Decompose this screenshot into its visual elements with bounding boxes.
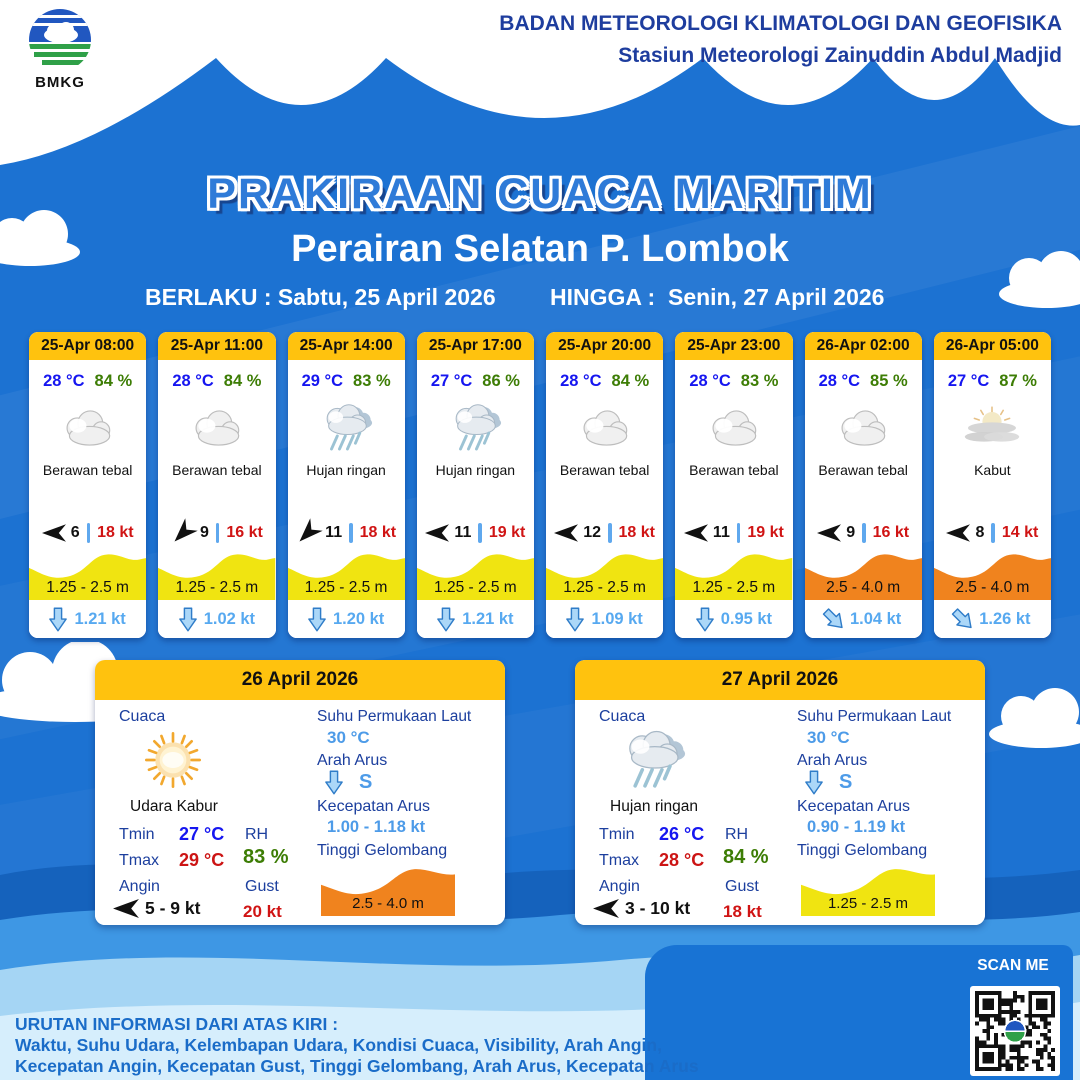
wave-height-band — [29, 550, 146, 600]
label-angin: Angin — [119, 878, 160, 895]
current-row — [417, 600, 534, 638]
weather-condition: Berawan tebal — [172, 462, 262, 478]
wind-direction-icon — [425, 524, 449, 542]
separator-bar — [349, 523, 353, 543]
label-tmin: Tmin — [599, 826, 635, 843]
tmin-value: 26 °C — [659, 824, 705, 844]
weather-icon — [805, 398, 922, 458]
wave-height-band — [158, 550, 275, 600]
current-row — [288, 600, 405, 638]
wave-height-value: 1.25 - 2.5 m — [46, 579, 129, 596]
daily-forecast-card — [575, 660, 985, 925]
humidity: 84 % — [223, 372, 262, 390]
label-suhu-permukaan-laut: Suhu Permukaan Laut — [317, 708, 472, 725]
forecast-time: 25-Apr 20:00 — [546, 332, 663, 360]
wind-speed: 18 kt — [618, 524, 655, 541]
weather-condition: Berawan tebal — [42, 462, 133, 478]
cloud-icon — [703, 404, 765, 452]
weather-icon — [546, 398, 663, 458]
weather-condition: Berawan tebal — [559, 462, 650, 478]
daily-condition: Udara Kabur — [130, 798, 218, 815]
humidity: 84 % — [94, 372, 133, 390]
current-speed: 1.04 kt — [849, 609, 902, 628]
separator-bar — [737, 523, 741, 543]
page-title: PRAKIRAAN CUACA MARITIM — [207, 170, 873, 218]
wind-direction-icon — [168, 518, 198, 548]
label-rh: RH — [245, 826, 269, 843]
humidity: 85 % — [870, 372, 908, 390]
daily-wind-range: 5 - 9 kt — [145, 898, 201, 918]
daily-condition: Hujan ringan — [610, 798, 698, 815]
visibility-value: 9 — [199, 524, 209, 541]
air-temperature: 29 °C — [301, 372, 344, 390]
rain-icon — [317, 400, 375, 456]
footer-line: Kecepatan Angin, Kecepatan Gust, Tinggi Gelombang, Arah Arus, Kecepatan Arus — [15, 1056, 699, 1076]
page-subtitle: Perairan Selatan P. Lombok — [291, 228, 789, 270]
weather-condition: Berawan tebal — [689, 462, 779, 478]
current-direction-icon — [948, 604, 978, 634]
validity-from-value: Sabtu, 25 April 2026 — [277, 284, 496, 310]
wind-speed: 19 kt — [488, 524, 526, 541]
hourly-forecast-card — [29, 332, 146, 638]
air-temperature: 27 °C — [430, 372, 473, 390]
current-speed: 1.02 kt — [203, 609, 256, 628]
current-direction-value: S — [839, 771, 853, 793]
current-row — [546, 600, 663, 638]
daily-forecast-card — [95, 660, 505, 925]
label-kecepatan-arus: Kecepatan Arus — [317, 798, 430, 815]
forecast-time: 25-Apr 23:00 — [675, 332, 792, 360]
label-tinggi-gelombang: Tinggi Gelombang — [797, 842, 928, 859]
label-arah-arus: Arah Arus — [317, 752, 388, 769]
agency-name: BADAN METEOROLOGI KLIMATOLOGI DAN GEOFISIKA — [499, 12, 1062, 35]
validity-to-label: HINGGA : — [550, 284, 656, 310]
wind-speed: 18 kt — [359, 524, 397, 541]
visibility-value: 6 — [70, 524, 80, 541]
wind-row — [675, 520, 792, 546]
label-rh: RH — [725, 826, 749, 843]
air-temperature: 28 °C — [172, 372, 214, 390]
fog-icon — [959, 404, 1025, 452]
temp-humidity-row — [158, 372, 275, 396]
separator-bar — [991, 523, 995, 543]
wave-height-band — [546, 550, 663, 600]
air-temperature: 28 °C — [818, 372, 861, 390]
current-direction-icon — [49, 607, 67, 632]
wave-height-value: 1.25 - 2.5 m — [304, 579, 388, 596]
wave-height-value: 1.25 - 2.5 m — [692, 579, 776, 596]
weather-condition: Berawan tebal — [818, 462, 908, 478]
wind-direction-icon — [554, 524, 578, 542]
weather-icon — [675, 398, 792, 458]
temp-humidity-row — [288, 372, 405, 396]
current-direction-icon — [179, 607, 197, 632]
wind-row — [288, 520, 405, 546]
wave-height-band — [805, 550, 922, 600]
temp-humidity-row — [546, 372, 663, 396]
label-cuaca: Cuaca — [599, 708, 646, 725]
current-row — [29, 600, 146, 638]
forecast-time: 26-Apr 05:00 — [934, 332, 1051, 360]
validity-from — [145, 284, 496, 311]
visibility-value: 11 — [712, 524, 730, 541]
current-speed-range: 1.00 - 1.18 kt — [327, 818, 426, 836]
wave-height-value: 2.5 - 4.0 m — [826, 579, 901, 596]
temp-humidity-row — [934, 372, 1051, 396]
cloud-icon — [574, 404, 636, 452]
tmax-value: 28 °C — [659, 850, 705, 870]
label-gust: Gust — [725, 878, 759, 895]
separator-bar — [608, 523, 612, 543]
current-speed-range: 0.90 - 1.19 kt — [807, 818, 906, 836]
visibility-value: 12 — [583, 524, 602, 541]
humidity: 83 % — [740, 372, 779, 390]
weather-condition: Hujan ringan — [435, 462, 516, 478]
wind-row — [158, 520, 275, 546]
separator-bar — [478, 523, 482, 543]
wind-direction-icon — [946, 524, 970, 542]
validity-to — [550, 284, 884, 311]
air-temperature: 27 °C — [947, 372, 990, 390]
agency-header — [499, 12, 1062, 68]
hourly-forecast-card — [805, 332, 922, 638]
air-temperature: 28 °C — [689, 372, 731, 390]
current-speed: 1.20 kt — [332, 609, 385, 628]
footer-line: Waktu, Suhu Udara, Kelembapan Udara, Kondisi Cuaca, Visibility, Arah Angin, — [15, 1035, 662, 1055]
visibility-value: 11 — [454, 524, 472, 541]
current-speed: 1.21 kt — [74, 609, 126, 628]
daily-forecast-row — [95, 660, 985, 925]
footer-info — [15, 1014, 699, 1077]
temp-humidity-row — [675, 372, 792, 396]
cloud-decoration — [985, 688, 1080, 750]
hourly-forecast-card — [158, 332, 275, 638]
rh-value: 83 % — [243, 846, 289, 868]
bmkg-logo-caption: BMKG — [35, 74, 85, 91]
tmax-value: 29 °C — [179, 850, 225, 870]
rain-icon — [446, 400, 504, 456]
wind-speed: 14 kt — [1001, 524, 1039, 541]
temp-humidity-row — [805, 372, 922, 396]
wind-speed: 16 kt — [872, 524, 910, 541]
temp-humidity-row — [29, 372, 146, 396]
wind-direction-icon — [817, 524, 841, 542]
wind-direction-icon — [113, 899, 139, 918]
hourly-forecast-card — [546, 332, 663, 638]
validity-from-label: BERLAKU : — [145, 284, 272, 310]
wave-height-value: 1.25 - 2.5 m — [175, 579, 259, 596]
label-tinggi-gelombang: Tinggi Gelombang — [317, 842, 448, 859]
wave-height-value: 2.5 - 4.0 m — [955, 579, 1030, 596]
current-direction-icon — [805, 770, 823, 795]
validity-to-value: Senin, 27 April 2026 — [667, 284, 885, 310]
hourly-forecast-card — [934, 332, 1051, 638]
station-name: Stasiun Meteorologi Zainuddin Abdul Madjid — [618, 44, 1062, 67]
cloud-icon — [186, 404, 248, 452]
wind-row — [546, 520, 663, 546]
air-temperature: 28 °C — [560, 372, 602, 390]
humidity: 86 % — [482, 372, 520, 390]
humidity: 87 % — [999, 372, 1037, 390]
current-direction-row — [805, 770, 852, 795]
sea-surface-temp-value: 30 °C — [807, 728, 850, 747]
daily-wave-band — [321, 864, 455, 916]
weather-icon — [29, 398, 146, 458]
current-direction-icon — [696, 607, 714, 632]
visibility-value: 9 — [846, 524, 856, 541]
cloud-icon — [57, 404, 119, 452]
bmkg-logo — [22, 8, 98, 91]
current-direction-value: S — [359, 771, 373, 793]
daily-wind-range: 3 - 10 kt — [625, 898, 691, 918]
hourly-forecast-card — [288, 332, 405, 638]
current-direction-icon — [325, 770, 343, 795]
weather-condition: Kabut — [974, 462, 1011, 478]
gust-value: 20 kt — [243, 902, 282, 921]
qr-code — [970, 986, 1060, 1076]
scan-me-label: SCAN ME — [977, 957, 1049, 974]
current-direction-icon — [819, 604, 849, 634]
daily-wind-row — [593, 898, 690, 919]
label-arah-arus: Arah Arus — [797, 752, 868, 769]
forecast-time: 25-Apr 11:00 — [158, 332, 275, 360]
visibility-value: 8 — [975, 524, 985, 541]
daily-wave-height-value: 2.5 - 4.0 m — [352, 895, 424, 912]
weather-icon — [288, 398, 405, 458]
weather-icon — [934, 398, 1051, 458]
label-tmin: Tmin — [119, 826, 155, 843]
label-kecepatan-arus: Kecepatan Arus — [797, 798, 910, 815]
current-speed: 1.21 kt — [462, 609, 514, 628]
wind-speed: 18 kt — [97, 524, 134, 541]
qr-pattern — [975, 991, 1055, 1071]
separator-bar — [216, 523, 220, 543]
wave-height-value: 1.25 - 2.5 m — [563, 579, 646, 596]
wind-direction-icon — [42, 524, 66, 542]
hourly-forecast-card — [417, 332, 534, 638]
separator-bar — [862, 523, 866, 543]
current-speed: 1.09 kt — [591, 609, 643, 628]
forecast-time: 25-Apr 17:00 — [417, 332, 534, 360]
daily-wind-row — [113, 898, 200, 919]
wind-direction-icon — [684, 524, 708, 542]
forecast-time: 25-Apr 08:00 — [29, 332, 146, 360]
wind-speed: 16 kt — [226, 524, 263, 541]
tmin-value: 27 °C — [179, 824, 225, 844]
wave-height-band — [417, 550, 534, 600]
label-tmax: Tmax — [599, 852, 639, 869]
wave-height-value: 1.25 - 2.5 m — [434, 579, 517, 596]
air-temperature: 28 °C — [43, 372, 85, 390]
wind-row — [805, 520, 922, 546]
weather-condition: Hujan ringan — [306, 462, 386, 478]
wave-height-band — [288, 550, 405, 600]
label-cuaca: Cuaca — [119, 708, 166, 725]
current-row — [158, 600, 275, 638]
current-row — [805, 600, 922, 638]
humidity: 84 % — [611, 372, 650, 390]
gust-value: 18 kt — [723, 902, 762, 921]
daily-date: 26 April 2026 — [95, 660, 505, 700]
hourly-forecast-row — [29, 332, 1051, 638]
temp-humidity-row — [417, 372, 534, 396]
separator-bar — [87, 523, 91, 543]
wind-row — [417, 520, 534, 546]
wind-direction-icon — [293, 518, 323, 548]
wind-direction-icon — [593, 899, 619, 918]
current-direction-row — [325, 770, 372, 795]
daily-wave-height-value: 1.25 - 2.5 m — [827, 895, 909, 912]
wind-row — [934, 520, 1051, 546]
rh-value: 84 % — [723, 846, 769, 868]
sea-surface-temp-value: 30 °C — [327, 728, 370, 747]
hazy-sun-icon — [133, 727, 213, 793]
wave-height-band — [675, 550, 792, 600]
wind-speed: 19 kt — [747, 524, 784, 541]
cloud-icon — [832, 404, 894, 452]
current-row — [675, 600, 792, 638]
daily-wave-band — [801, 864, 935, 916]
rain-icon — [613, 727, 693, 793]
hourly-forecast-card — [675, 332, 792, 638]
current-direction-icon — [437, 607, 455, 632]
daily-weather-icon — [133, 726, 213, 794]
forecast-time: 26-Apr 02:00 — [805, 332, 922, 360]
label-angin: Angin — [599, 878, 640, 895]
current-direction-icon — [308, 607, 326, 632]
daily-date: 27 April 2026 — [575, 660, 985, 700]
wave-height-band — [934, 550, 1051, 600]
weather-icon — [158, 398, 275, 458]
label-gust: Gust — [245, 878, 279, 895]
current-row — [934, 600, 1051, 638]
visibility-value: 11 — [325, 524, 343, 541]
weather-icon — [417, 398, 534, 458]
humidity: 83 % — [353, 372, 391, 390]
current-speed: 1.26 kt — [979, 609, 1031, 628]
current-direction-icon — [566, 607, 584, 632]
label-tmax: Tmax — [119, 852, 159, 869]
label-suhu-permukaan-laut: Suhu Permukaan Laut — [797, 708, 952, 725]
forecast-time: 25-Apr 14:00 — [288, 332, 405, 360]
daily-weather-icon — [613, 726, 693, 794]
wind-row — [29, 520, 146, 546]
footer-heading: URUTAN INFORMASI DARI ATAS KIRI : — [15, 1014, 339, 1034]
current-speed: 0.95 kt — [720, 609, 773, 628]
